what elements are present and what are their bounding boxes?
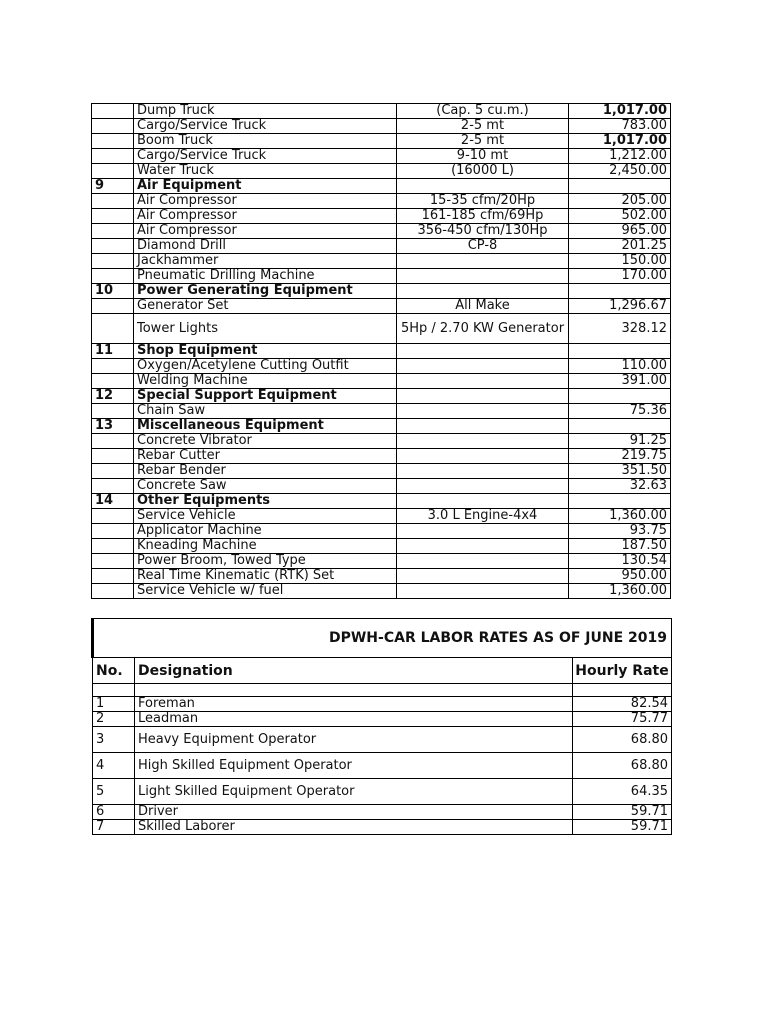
equipment-row [92, 299, 671, 314]
equipment-spec: CP-8 [397, 239, 569, 254]
equipment-spec: 5Hp / 2.70 KW Generator [397, 314, 569, 344]
equipment-spec: 161-185 cfm/69Hp [397, 209, 569, 224]
equipment-row [92, 509, 671, 524]
labor-row [93, 779, 672, 805]
equipment-description: Dump Truck [134, 104, 397, 119]
equipment-description: Power Broom, Towed Type [134, 554, 397, 569]
labor-number: 2 [93, 712, 135, 727]
equipment-row [92, 149, 671, 164]
equipment-row [92, 254, 671, 269]
equipment-row [92, 554, 671, 569]
item-number [92, 404, 134, 419]
labor-number: 3 [93, 727, 135, 753]
equipment-spec: 3.0 L Engine-4x4 [397, 509, 569, 524]
item-number [92, 464, 134, 479]
item-number [92, 374, 134, 389]
equipment-spec [397, 254, 569, 269]
labor-hourly-rate: 59.71 [573, 805, 672, 820]
equipment-spec [397, 389, 569, 404]
item-number [92, 209, 134, 224]
labor-hourly-rate: 75.77 [573, 712, 672, 727]
item-number [92, 524, 134, 539]
equipment-row [92, 269, 671, 284]
equipment-row [92, 164, 671, 179]
equipment-spec: 2-5 mt [397, 119, 569, 134]
labor-spacer-row [93, 684, 672, 697]
rental-rate: 130.54 [569, 554, 671, 569]
rental-rate: 965.00 [569, 224, 671, 239]
header-designation: Designation [135, 658, 573, 684]
equipment-spec [397, 569, 569, 584]
labor-number: 6 [93, 805, 135, 820]
rental-rate: 170.00 [569, 269, 671, 284]
equipment-description: Jackhammer [134, 254, 397, 269]
equipment-description: Service Vehicle w/ fuel [134, 584, 397, 599]
labor-row [93, 820, 672, 835]
item-number [92, 254, 134, 269]
equipment-spec [397, 464, 569, 479]
rental-rate: 1,360.00 [569, 584, 671, 599]
rental-rate: 91.25 [569, 434, 671, 449]
item-number [92, 194, 134, 209]
rental-rate: 2,450.00 [569, 164, 671, 179]
labor-header-row [93, 658, 672, 684]
equipment-spec [397, 554, 569, 569]
item-number [92, 434, 134, 449]
labor-number: 4 [93, 753, 135, 779]
labor-row [93, 697, 672, 712]
equipment-spec [397, 374, 569, 389]
equipment-spec: (Cap. 5 cu.m.) [397, 104, 569, 119]
equipment-description: Cargo/Service Truck [134, 149, 397, 164]
equipment-spec [397, 179, 569, 194]
labor-designation: Heavy Equipment Operator [135, 727, 573, 753]
item-number [92, 554, 134, 569]
rental-rate: 75.36 [569, 404, 671, 419]
category-name: Power Generating Equipment [134, 284, 397, 299]
equipment-description: Air Compressor [134, 209, 397, 224]
equipment-spec [397, 434, 569, 449]
labor-row [93, 805, 672, 820]
rental-rate: 783.00 [569, 119, 671, 134]
rental-rate: 201.25 [569, 239, 671, 254]
equipment-description: Applicator Machine [134, 524, 397, 539]
item-number: 10 [92, 284, 134, 299]
rental-rate: 391.00 [569, 374, 671, 389]
equipment-spec [397, 419, 569, 434]
item-number: 12 [92, 389, 134, 404]
rental-rate [569, 179, 671, 194]
rental-rate: 187.50 [569, 539, 671, 554]
equipment-row [92, 239, 671, 254]
category-row [92, 344, 671, 359]
equipment-description: Oxygen/Acetylene Cutting Outfit [134, 359, 397, 374]
category-name: Shop Equipment [134, 344, 397, 359]
equipment-description: Service Vehicle [134, 509, 397, 524]
equipment-spec [397, 284, 569, 299]
equipment-spec: 2-5 mt [397, 134, 569, 149]
rental-rate: 1,017.00 [569, 134, 671, 149]
labor-table-title: DPWH-CAR LABOR RATES AS OF JUNE 2019 [93, 619, 672, 658]
item-number: 14 [92, 494, 134, 509]
labor-row [93, 727, 672, 753]
labor-designation: Light Skilled Equipment Operator [135, 779, 573, 805]
equipment-description: Rebar Bender [134, 464, 397, 479]
labor-number: 7 [93, 820, 135, 835]
rental-rate [569, 494, 671, 509]
rental-rate [569, 419, 671, 434]
item-number [92, 239, 134, 254]
item-number [92, 149, 134, 164]
rental-rate: 219.75 [569, 449, 671, 464]
equipment-row [92, 404, 671, 419]
item-number: 9 [92, 179, 134, 194]
equipment-description: Pneumatic Drilling Machine [134, 269, 397, 284]
equipment-row [92, 569, 671, 584]
item-number [92, 119, 134, 134]
item-number [92, 164, 134, 179]
item-number [92, 104, 134, 119]
equipment-row [92, 584, 671, 599]
category-name: Special Support Equipment [134, 389, 397, 404]
rental-rate: 32.63 [569, 479, 671, 494]
rental-rate: 150.00 [569, 254, 671, 269]
labor-hourly-rate: 59.71 [573, 820, 672, 835]
equipment-row [92, 524, 671, 539]
spacer-cell [135, 684, 573, 697]
rental-rate: 328.12 [569, 314, 671, 344]
category-row [92, 494, 671, 509]
equipment-spec [397, 539, 569, 554]
equipment-row [92, 434, 671, 449]
rental-rate [569, 344, 671, 359]
equipment-row [92, 104, 671, 119]
equipment-spec [397, 479, 569, 494]
equipment-spec: 15-35 cfm/20Hp [397, 194, 569, 209]
category-row [92, 179, 671, 194]
equipment-spec [397, 404, 569, 419]
rental-rate: 950.00 [569, 569, 671, 584]
equipment-row [92, 449, 671, 464]
equipment-spec [397, 269, 569, 284]
rental-rate: 502.00 [569, 209, 671, 224]
equipment-description: Air Compressor [134, 194, 397, 209]
rental-rate: 110.00 [569, 359, 671, 374]
labor-row [93, 753, 672, 779]
equipment-spec [397, 524, 569, 539]
item-number [92, 134, 134, 149]
equipment-description: Diamond Drill [134, 239, 397, 254]
item-number [92, 314, 134, 344]
equipment-row [92, 479, 671, 494]
equipment-description: Tower Lights [134, 314, 397, 344]
equipment-description: Concrete Vibrator [134, 434, 397, 449]
equipment-description: Cargo/Service Truck [134, 119, 397, 134]
category-name: Air Equipment [134, 179, 397, 194]
equipment-row [92, 134, 671, 149]
rental-rate: 1,017.00 [569, 104, 671, 119]
spacer-cell [93, 684, 135, 697]
equipment-spec [397, 494, 569, 509]
item-number [92, 359, 134, 374]
item-number [92, 449, 134, 464]
rental-rate: 205.00 [569, 194, 671, 209]
rental-rate: 1,360.00 [569, 509, 671, 524]
labor-designation: Skilled Laborer [135, 820, 573, 835]
labor-number: 5 [93, 779, 135, 805]
labor-rates-table [91, 618, 672, 835]
item-number: 11 [92, 344, 134, 359]
equipment-spec: (16000 L) [397, 164, 569, 179]
equipment-description: Boom Truck [134, 134, 397, 149]
equipment-description: Kneading Machine [134, 539, 397, 554]
rental-rate: 93.75 [569, 524, 671, 539]
equipment-spec [397, 359, 569, 374]
equipment-spec [397, 344, 569, 359]
category-name: Miscellaneous Equipment [134, 419, 397, 434]
equipment-row [92, 224, 671, 239]
equipment-description: Water Truck [134, 164, 397, 179]
spacer-cell [573, 684, 672, 697]
item-number [92, 509, 134, 524]
item-number [92, 584, 134, 599]
equipment-rates-body [92, 104, 671, 599]
equipment-description: Generator Set [134, 299, 397, 314]
equipment-row [92, 374, 671, 389]
header-hourly-rate: Hourly Rate [573, 658, 672, 684]
equipment-spec: All Make [397, 299, 569, 314]
item-number [92, 479, 134, 494]
category-row [92, 284, 671, 299]
equipment-spec: 9-10 mt [397, 149, 569, 164]
equipment-description: Concrete Saw [134, 479, 397, 494]
labor-hourly-rate: 82.54 [573, 697, 672, 712]
item-number [92, 299, 134, 314]
labor-title-row [93, 619, 672, 658]
equipment-row [92, 194, 671, 209]
equipment-description: Chain Saw [134, 404, 397, 419]
category-row [92, 419, 671, 434]
header-no: No. [93, 658, 135, 684]
rental-rate [569, 284, 671, 299]
equipment-row [92, 539, 671, 554]
category-row [92, 389, 671, 404]
labor-designation: Driver [135, 805, 573, 820]
equipment-row [92, 119, 671, 134]
equipment-description: Rebar Cutter [134, 449, 397, 464]
rental-rate: 351.50 [569, 464, 671, 479]
labor-designation: Leadman [135, 712, 573, 727]
equipment-spec [397, 584, 569, 599]
labor-rates-body [93, 619, 672, 835]
equipment-description: Air Compressor [134, 224, 397, 239]
equipment-row [92, 359, 671, 374]
rental-rate: 1,296.67 [569, 299, 671, 314]
category-name: Other Equipments [134, 494, 397, 509]
equipment-row [92, 464, 671, 479]
labor-designation: Foreman [135, 697, 573, 712]
equipment-spec [397, 449, 569, 464]
labor-hourly-rate: 64.35 [573, 779, 672, 805]
rental-rate [569, 389, 671, 404]
equipment-spec: 356-450 cfm/130Hp [397, 224, 569, 239]
equipment-row [92, 314, 671, 344]
item-number [92, 269, 134, 284]
item-number: 13 [92, 419, 134, 434]
equipment-description: Welding Machine [134, 374, 397, 389]
equipment-description: Real Time Kinematic (RTK) Set [134, 569, 397, 584]
equipment-row [92, 209, 671, 224]
equipment-rates-table [91, 103, 671, 599]
rental-rate: 1,212.00 [569, 149, 671, 164]
item-number [92, 539, 134, 554]
labor-hourly-rate: 68.80 [573, 753, 672, 779]
item-number [92, 224, 134, 239]
item-number [92, 569, 134, 584]
labor-hourly-rate: 68.80 [573, 727, 672, 753]
labor-number: 1 [93, 697, 135, 712]
labor-row [93, 712, 672, 727]
labor-designation: High Skilled Equipment Operator [135, 753, 573, 779]
